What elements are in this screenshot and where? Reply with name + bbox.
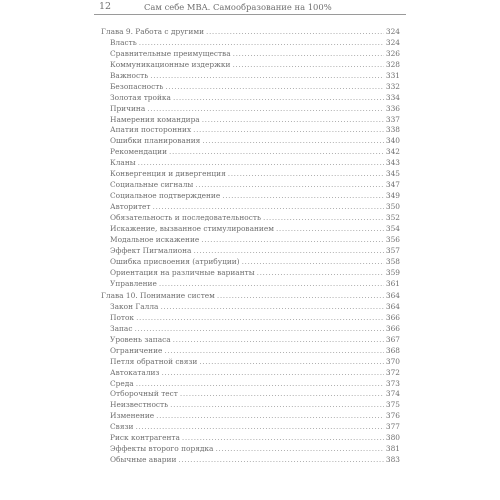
page-ref: 357 [385,245,400,255]
dot-leader [202,136,384,147]
toc-entry [101,444,400,455]
table-of-contents [101,27,400,466]
dot-leader [228,169,384,180]
entry-title: Изменение [110,411,155,421]
dot-leader [164,346,383,357]
dot-leader [135,422,383,433]
page-ref: 368 [385,345,400,355]
dot-leader [242,257,384,268]
entry-title: Намерения командира [110,114,200,124]
dot-leader [193,246,383,257]
page-ref: 376 [385,411,400,421]
page-ref: 332 [385,81,400,91]
entry-title: Ориентация на различные варианты [110,267,255,277]
toc-entry [101,158,400,169]
toc-entry [101,125,400,136]
toc-entry [101,169,400,180]
dot-leader [201,235,384,246]
dot-leader [165,82,384,93]
toc-entry [101,38,400,49]
toc-entry [101,335,400,346]
toc-entry [101,313,400,324]
page-ref: 324 [385,27,400,36]
entry-title: Автокатализ [110,367,160,377]
entry-title: Рекомендации [110,147,168,157]
dot-leader [182,433,384,444]
toc-entry [101,324,400,335]
toc-entry [101,104,400,115]
entry-title: Ошибки планирования [110,136,201,146]
entry-title: Важность [110,70,149,80]
dot-leader [276,224,384,235]
entry-title: Причина [110,103,146,113]
entry-title: Закон Галла [110,301,159,311]
page-ref: 377 [385,422,400,432]
dot-leader [134,324,383,335]
page-ref: 373 [385,378,400,388]
toc-entry [101,93,400,104]
page-ref: 324 [385,37,400,47]
entry-title: Апатия посторонних [110,125,192,135]
entry-title: Отборочный тест [110,389,178,399]
page-ref: 366 [385,312,400,322]
page-ref: 345 [385,169,400,179]
page-number: 12 [99,1,112,12]
entry-title: Ограничение [110,345,163,355]
dot-leader [153,202,384,213]
toc-entry [101,82,400,93]
dot-leader [193,125,384,136]
entry-title: Модальное искажение [110,234,200,244]
toc-entry [101,400,400,411]
page-ref: 340 [385,136,400,146]
entry-title: Поток [110,312,135,322]
page-ref: 342 [385,147,400,157]
toc-entry [101,422,400,433]
page-ref: 364 [385,291,400,300]
dot-leader [215,444,383,455]
page-ref: 338 [385,125,400,135]
dot-leader [195,180,384,191]
entry-title: Безопасность [110,81,164,91]
dot-leader [217,291,384,302]
page-ref: 381 [385,444,400,454]
entry-title: Неизвестность [110,400,169,410]
toc-entry [101,180,400,191]
entry-title: Эффекты второго порядка [110,444,214,454]
entry-title: Социальное подтверждение [110,191,221,201]
page-ref: 359 [385,267,400,277]
toc-entry [101,147,400,158]
toc-entry [101,202,400,213]
toc-entry [101,191,400,202]
toc-entry [101,357,400,368]
toc-chapter-entry [101,291,400,302]
entry-title: Уровень запаса [110,334,171,344]
dot-leader [169,147,384,158]
page-header [0,0,500,16]
dot-leader [139,38,384,49]
entry-title: Управление [110,278,157,288]
page-ref: 383 [385,455,400,465]
page-ref: 370 [385,356,400,366]
page-ref: 350 [385,202,400,211]
header-rule [94,14,406,15]
entry-title: Власть [110,37,137,47]
dot-leader [161,368,383,379]
entry-title: Риск контрагента [110,433,180,443]
dot-leader [257,268,384,279]
page-ref: 380 [385,433,400,443]
dot-leader [170,400,384,411]
toc-entry [101,246,400,257]
entry-title: Запас [110,323,133,333]
dot-leader [173,93,384,104]
dot-leader [160,302,383,313]
toc-entry [101,368,400,379]
dot-leader [136,379,384,390]
entry-title: Искажение, вызванное стимулированием [110,223,274,233]
chapter-title: Глава 10. Понимание систем [101,291,215,300]
dot-leader [233,49,384,60]
page-ref: 328 [385,59,400,69]
dot-leader [173,335,384,346]
page-ref: 366 [385,323,400,333]
dot-leader [206,27,384,38]
toc-entry [101,257,400,268]
entry-title: Социальные сигналы [110,180,194,190]
toc-entry [101,60,400,71]
entry-title: Конвергенция и дивергенция [110,169,226,179]
entry-title: Сравнительные преимущества [110,48,231,58]
page-ref: 337 [385,114,400,124]
toc-entry [101,411,400,422]
toc-entry [101,71,400,82]
dot-leader [202,115,384,126]
entry-title: Связи [110,422,134,432]
toc-entry [101,268,400,279]
page-ref: 367 [385,334,400,344]
entry-title: Петля обратной связи [110,356,198,366]
dot-leader [178,455,384,466]
page-ref: 343 [385,158,400,168]
toc-chapter-entry [101,27,400,38]
page-ref: 334 [385,92,400,102]
entry-title: Эффект Пигмалиона [110,245,192,255]
entry-title: Обязательность и последовательность [110,212,261,222]
dot-leader [222,191,384,202]
page-ref: 364 [385,301,400,311]
toc-entry [101,346,400,357]
toc-entry [101,213,400,224]
page-ref: 352 [385,212,400,222]
toc-entry [101,136,400,147]
toc-entry [101,279,400,290]
entry-title: Золотая тройка [110,92,171,102]
dot-leader [138,158,384,169]
page-ref: 358 [385,256,400,266]
dot-leader [147,104,384,115]
page-ref: 349 [385,191,400,201]
dot-leader [263,213,384,224]
page-ref: 326 [385,48,400,58]
dot-leader [156,411,384,422]
page-ref: 356 [385,234,400,244]
dot-leader [180,389,384,400]
entry-title: Обычные аварии [110,455,177,465]
page-ref: 336 [385,103,400,113]
page-ref: 354 [385,223,400,233]
toc-entry [101,302,400,313]
entry-title: Авторитет [110,202,151,211]
page-ref: 375 [385,400,400,410]
toc-entry [101,433,400,444]
dot-leader [150,71,384,82]
entry-title: Коммуникационные издержки [110,59,231,69]
dot-leader [232,60,383,71]
toc-entry [101,224,400,235]
page-ref: 347 [385,180,400,190]
toc-entry [101,235,400,246]
entry-title: Кланы [110,158,136,168]
toc-entry [101,455,400,466]
toc-entry [101,49,400,60]
toc-entry [101,379,400,390]
dot-leader [199,357,384,368]
chapter-title: Глава 9. Работа с другими [101,27,205,36]
dot-leader [159,279,384,290]
page-ref: 361 [385,278,400,288]
page-ref: 372 [385,367,400,377]
toc-entry [101,389,400,400]
dot-leader [136,313,384,324]
page-ref: 374 [385,389,400,399]
entry-title: Ошибка присвоения (атрибуции) [110,256,240,266]
running-title: Сам себе MBA. Самообразование на 100% [144,2,332,12]
toc-entry [101,115,400,126]
entry-title: Среда [110,378,134,388]
page-ref: 331 [385,70,400,80]
